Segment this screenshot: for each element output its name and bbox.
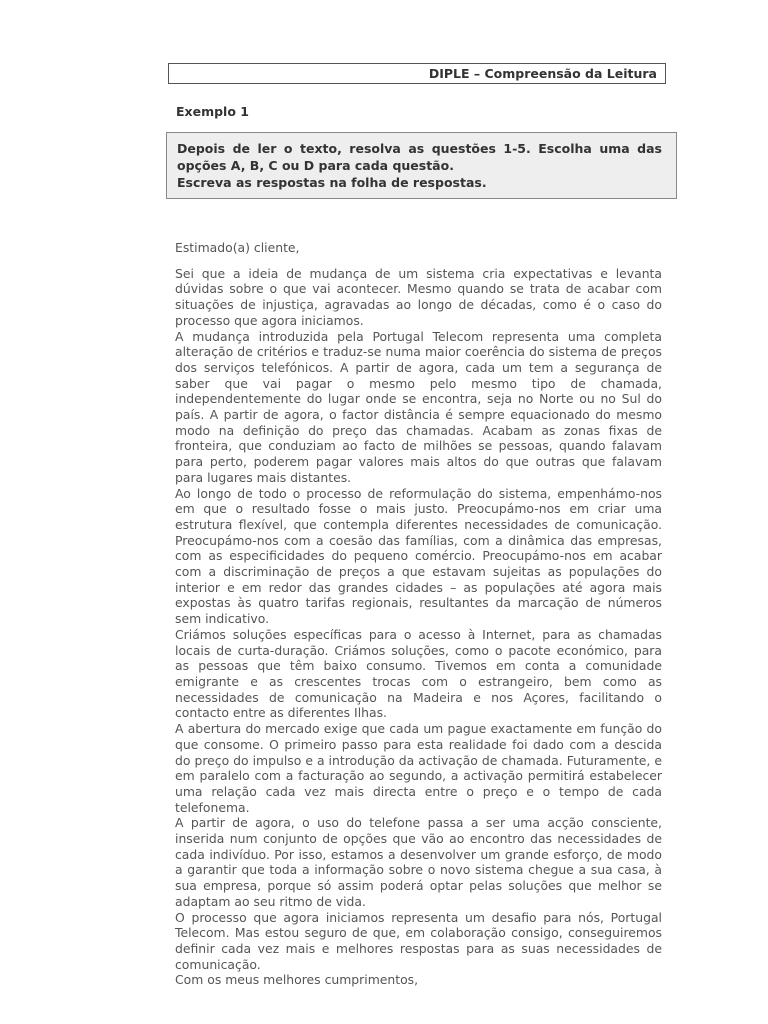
instruction-line: Escreva as respostas na folha de respostas. (177, 175, 487, 190)
letter-paragraph: A abertura do mercado exige que cada um pague exactamente em função do que consome. O primeiro passo para esta realidade foi dado com a descida do preço do impulso e a introdução da activação de chamada. Futuramente, e em paralelo com a facturação ao segundo, a activação permitirá estabelecer uma relação cada vez mais directa entre o preço e o tempo de cada telefonema. (175, 721, 662, 815)
letter-paragraph: O processo que agora iniciamos representa um desafio para nós, Portugal Telecom. Mas estou seguro de que, em colaboração consigo, conseguiremos definir cada vez mais e melhores respostas para as suas necessidades de comunicação. (175, 909, 662, 972)
letter-paragraph: Sei que a ideia de mudança de um sistema cria expectativas e levanta dúvidas sobre o que vai acontecer. Mesmo quando se trata de acabar com situações de injustiça, agravadas ao longo de décadas, como é o caso do processo que agora iniciamos. (175, 265, 662, 328)
letter-body (175, 240, 662, 988)
letter-salutation: Estimado(a) cliente, (175, 240, 300, 255)
header-title: DIPLE – Compreensão da Leitura (428, 66, 657, 81)
letter-paragraph: Ao longo de todo o processo de reformulação do sistema, empenhámo-nos em que o resultado fosse o mais justo. Preocupámo-nos em criar uma estrutura flexível, que contempla diferentes necessidades de comunicação. Preocupámo-nos com a coesão das famílias, com a dinâmica das empresas, com as especificidades do pequeno comércio. Preocupámo-nos em acabar com a discriminação de preços a que estavam sujeitas as populações do interior e em redor das grandes cidades – as populações até agora mais expostas às quatro tarifas regionais, resultantes da marcação de números sem indicativo. (175, 485, 662, 627)
letter-paragraph: A mudança introduzida pela Portugal Telecom representa uma completa alteração de critérios e traduz-se numa maior coerência do sistema de preços dos serviços telefónicos. A partir de agora, cada um tem a segurança de saber que vai pagar o mesmo pelo mesmo tipo de chamada, independentemente do lugar onde se encontra, seja no Norte ou no Sul do país. A partir de agora, o factor distância é sempre equacionado do mesmo modo na definição do preço das chamadas. Acabam as zonas fixas de fronteira, que conduziam ao facto de milhões se pessoas, quando falavam para perto, poderem pagar valores mais altos do que outras que falavam para lugares mais distantes. (175, 328, 662, 485)
instruction-line: Depois de ler o texto, resolva as questões 1-5. Escolha uma das opções A, B, C ou D para cada questão. (177, 141, 662, 173)
document-header (168, 63, 666, 84)
letter-paragraph: A partir de agora, o uso do telefone passa a ser uma acção consciente, inserida num conjunto de opções que vão ao encontro das necessidades de cada indivíduo. Por isso, estamos a desenvolver um grande esforço, de modo a garantir que toda a informação sobre o novo sistema chegue a sua casa, à sua empresa, porque só assim poderá optar pelas soluções que melhor se adaptam ao seu ritmo de vida. (175, 815, 662, 909)
instructions-box (166, 132, 677, 199)
letter-closing: Com os meus melhores cumprimentos, (175, 972, 419, 988)
letter-paragraph: Criámos soluções específicas para o acesso à Internet, para as chamadas locais de curta-duração. Criámos soluções, como o pacote económico, para as pessoas que têm baixo consumo. Tivemos em conta a comunidade emigrante e as crescentes trocas com o estrangeiro, bem como as necessidades de comunicação na Madeira e nos Açores, facilitando o contacto entre as diferentes Ilhas. (175, 626, 662, 721)
example-title: Exemplo 1 (176, 104, 249, 119)
